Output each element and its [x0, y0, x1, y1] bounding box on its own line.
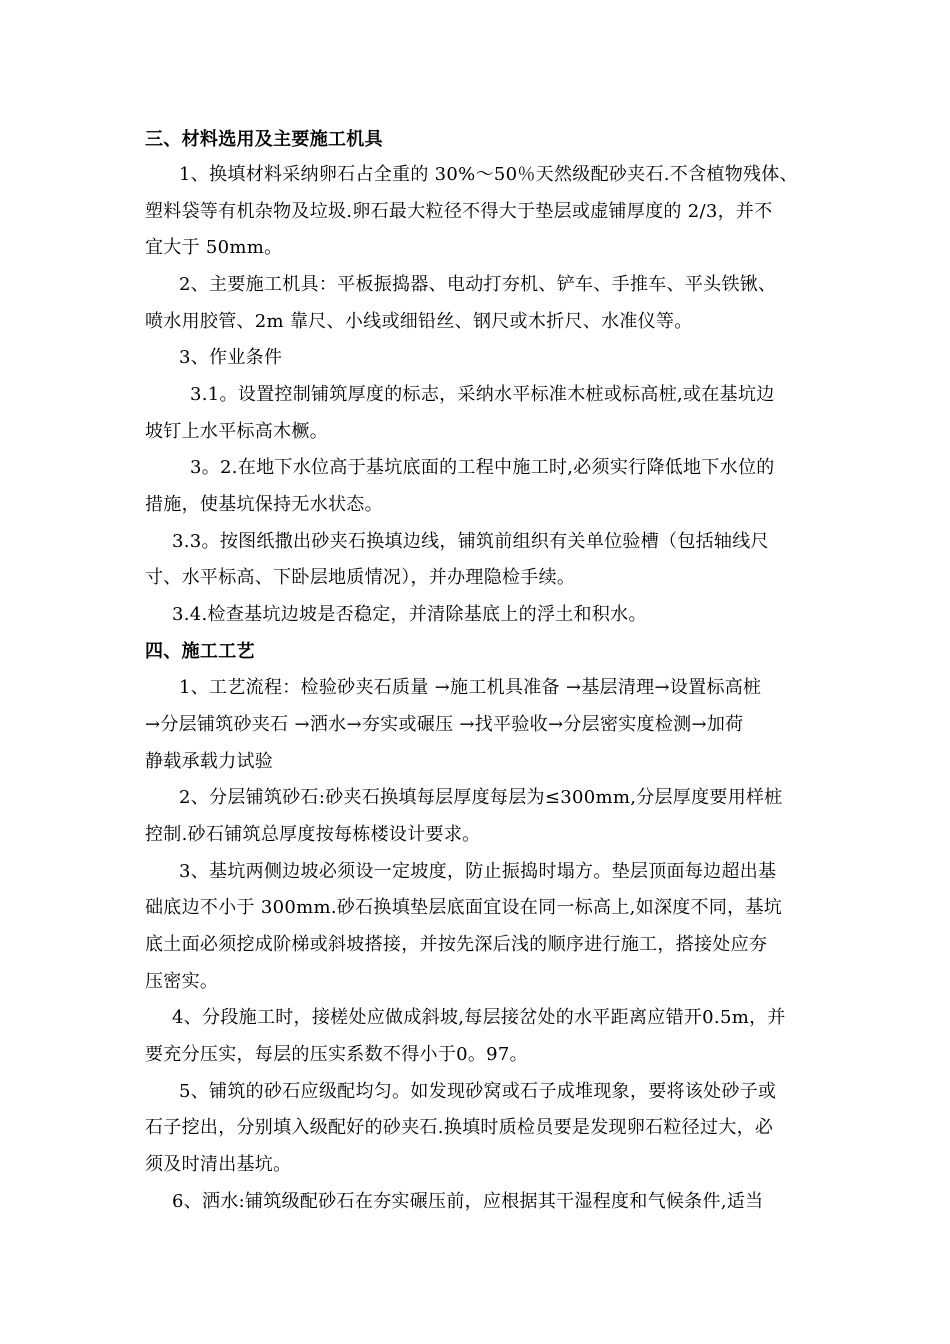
text-line: 6、洒水:铺筑级配砂石在夯实碾压前，应根据其干湿程度和气候条件,适当 — [172, 1191, 764, 1212]
text-line: 要充分压实，每层的压实系数不得小于0。97。 — [145, 1044, 528, 1065]
text-line: 5、铺筑的砂石应级配均匀。如发现砂窝或石子成堆现象，要将该处砂子或 — [179, 1081, 777, 1102]
text-line: 2、分层铺筑砂石:砂夹石换填每层厚度每层为≤300mm,分层厚度要用样桩 — [179, 787, 783, 808]
text-line: 1、换填材料采纳卵石占全重的 30%～50％天然级配砂夹石.不含植物残体、 — [179, 164, 798, 185]
text-line: 喷水用胶管、2m 靠尺、小线或细铅丝、钢尺或木折尺、水准仪等。 — [145, 311, 693, 332]
text-line: 1、工艺流程：检验砂夹石质量 →施工机具准备 →基层清理→设置标高桩 — [179, 677, 762, 698]
text-line: 3.4.检查基坑边坡是否稳定，并清除基底上的浮土和积水。 — [172, 604, 647, 625]
text-line: 措施，使基坑保持无水状态。 — [145, 494, 383, 515]
text-line: 静载承载力试验 — [145, 751, 274, 772]
text-line: 3.3。按图纸撒出砂夹石换填边线，铺筑前组织有关单位验槽（包括轴线尺 — [172, 531, 769, 552]
text-line: →分层铺筑砂夹石 →洒水→夯实或碾压 →找平验收→分层密实度检测→加荷 — [145, 714, 744, 735]
text-line: 寸、水平标高、下卧层地质情况），并办理隐检手续。 — [145, 567, 576, 588]
text-line: 压密实。 — [145, 971, 219, 992]
text-line: 石子挖出，分别填入级配好的砂夹石.换填时质检员要是发现卵石粒径过大，必 — [145, 1117, 774, 1138]
text-line: 控制.砂石铺筑总厚度按每栋楼设计要求。 — [145, 824, 481, 845]
text-line: 宜大于 50mm。 — [145, 237, 283, 258]
text-line: 坡钉上水平标高木橛。 — [145, 421, 328, 442]
section-heading: 四、施工工艺 — [145, 641, 255, 662]
text-line: 4、分段施工时，接槎处应做成斜坡,每层接岔处的水平距离应错开0.5m，并 — [172, 1007, 786, 1028]
text-line: 2、主要施工机具：平板振捣器、电动打夯机、铲车、手推车、平头铁锹、 — [179, 274, 777, 295]
text-line: 3、作业条件 — [179, 347, 283, 368]
text-line: 3.1。设置控制铺筑厚度的标志，采纳水平标准木桩或标高桩,或在基坑边 — [190, 384, 775, 405]
text-line: 须及时清出基坑。 — [145, 1154, 292, 1175]
text-line: 塑料袋等有机杂物及垃圾.卵石最大粒径不得大于垫层或虚铺厚度的 2/3，并不 — [145, 201, 773, 222]
text-line: 底土面必须挖成阶梯或斜坡搭接，并按先深后浅的顺序进行施工，搭接处应夯 — [145, 934, 768, 955]
section-heading: 三、材料选用及主要施工机具 — [145, 129, 383, 150]
text-line: 3。2.在地下水位高于基坑底面的工程中施工时,必须实行降低地下水位的 — [190, 457, 775, 478]
text-line: 3、基坑两侧边坡必须设一定坡度，防止振捣时塌方。垫层顶面每边超出基 — [179, 861, 777, 882]
text-line: 础底边不小于 300mm.砂石换填垫层底面宜设在同一标高上,如深度不同，基坑 — [145, 897, 783, 918]
